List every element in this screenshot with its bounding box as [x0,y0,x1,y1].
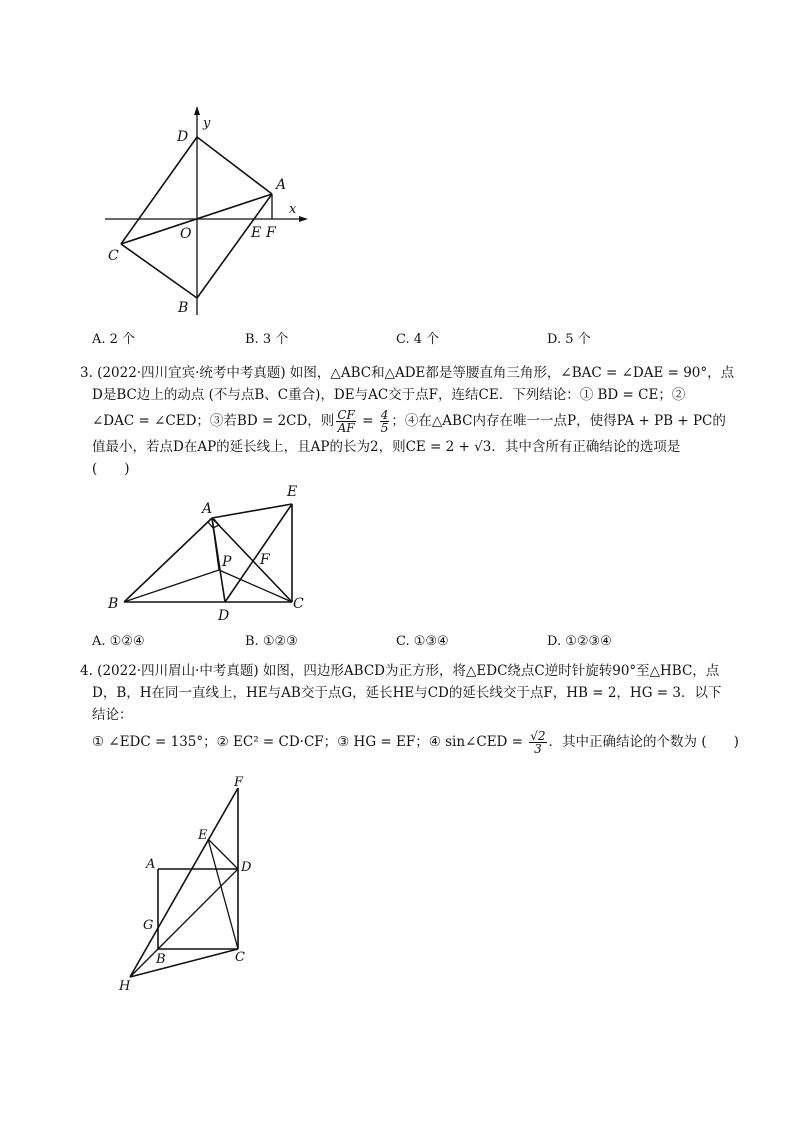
q3-options [92,634,732,652]
label-A: A [276,177,287,193]
segment-AE [212,504,292,518]
label-E: E [287,484,298,500]
q3-line-3-post: ；④在△ABC内存在唯一一点P，使得PA + PB + PC的 [391,413,726,429]
segment-PB [124,570,219,602]
label-E: E [251,225,262,241]
q4-line-4-post: ．其中正确结论的个数为 ( ) [548,734,739,750]
q4-line-4-pre: ① ∠EDC = 135°；② EC² = CD·CF；③ HG = EF；④ sin∠CED = [92,734,528,750]
label-F: F [266,225,276,241]
label-C: C [293,596,304,612]
label-C: C [235,950,245,965]
q4-line-4 [80,726,739,758]
q2-option-a[interactable]: A. 2 个 [92,332,136,347]
label-B: B [156,952,166,967]
q3-line-3-pre: ∠DAC = ∠CED；③若BD = 2CD，则 [92,413,335,429]
label-O: O [180,226,192,242]
segment-AB [124,518,212,602]
label-P: P [222,554,232,570]
q4-line-2: D，B，H在同一直线上，HE与AB交于点G，延长HE与CD的延长线交于点F，HB = 2，HG = 3．以下 [92,685,722,701]
q3-line-4: 值最小，若点D在AP的延长线上，且AP的长为2，则CE = 2 + √3．其中含所有正确结论的选项是 [92,439,681,455]
q3-option-a[interactable]: A. ①②④ [92,634,145,649]
label-C: C [108,248,119,264]
q2-option-c[interactable]: C. 4 个 [396,332,440,347]
q4-figure [110,772,270,997]
segment-BC [121,244,197,298]
label-G: G [143,918,154,933]
segment-AB [197,194,272,298]
segment-HC [130,949,238,977]
x-axis-arrow [299,216,308,222]
label-D: D [218,608,230,624]
q4-line-3: 结论： [92,707,133,723]
q3-line-1: 3. (2022·四川宜宾·统考中考真题) 如图，△ABC和△ADE都是等腰直角三角形，∠BAC = ∠DAE = 90°，点 [80,365,735,381]
q2-option-d[interactable]: D. 5 个 [547,332,591,347]
label-A: A [146,857,156,872]
q3-figure [100,478,320,628]
label-A: A [202,501,213,517]
q3-line-2: D是BC边上的动点 (不与点B、C重合)，DE与AC交于点F，连结CE．下列结论：① BD = CE；② [92,387,686,403]
q2-options [92,328,732,346]
segment-BD [158,869,238,949]
q4-line-1: 4. (2022·四川眉山·中考真题) 如图，四边形ABCD为正方形，将△EDC绕点C逆时针旋转90°至△HBC，点 [80,663,720,679]
q3-line-3-eq: = [357,413,378,429]
q3-fraction-cf-af: $\frac{CF}{AF}$ [337,408,355,435]
q3-fraction-4-5: $\frac{4}{5}$ [380,408,389,435]
q3-option-d[interactable]: D. ①②③④ [547,634,612,649]
q3-question [80,362,735,480]
label-x: x [289,202,297,217]
label-H: H [119,979,131,994]
label-B: B [178,300,189,316]
q2-figure [100,100,320,320]
q4-question [80,660,739,758]
q3-option-b[interactable]: B. ①②③ [245,634,298,649]
label-D: D [241,860,252,875]
segment-PC [219,570,292,602]
y-axis-arrow [194,106,200,115]
q2-option-b[interactable]: B. 3 个 [245,332,289,347]
label-D: D [177,129,189,145]
q3-line-3 [80,406,726,436]
label-E: E [198,828,208,843]
q4-fraction-sqrt2-3: $\frac{√2}{3}$ [530,729,546,756]
q3-option-c[interactable]: C. ①③④ [396,634,449,649]
label-y: y [203,116,211,131]
label-F: F [234,775,244,790]
segment-DA [197,137,272,194]
label-B: B [108,596,119,612]
q3-line-5: ( ) [92,461,130,477]
label-F: F [260,552,270,568]
